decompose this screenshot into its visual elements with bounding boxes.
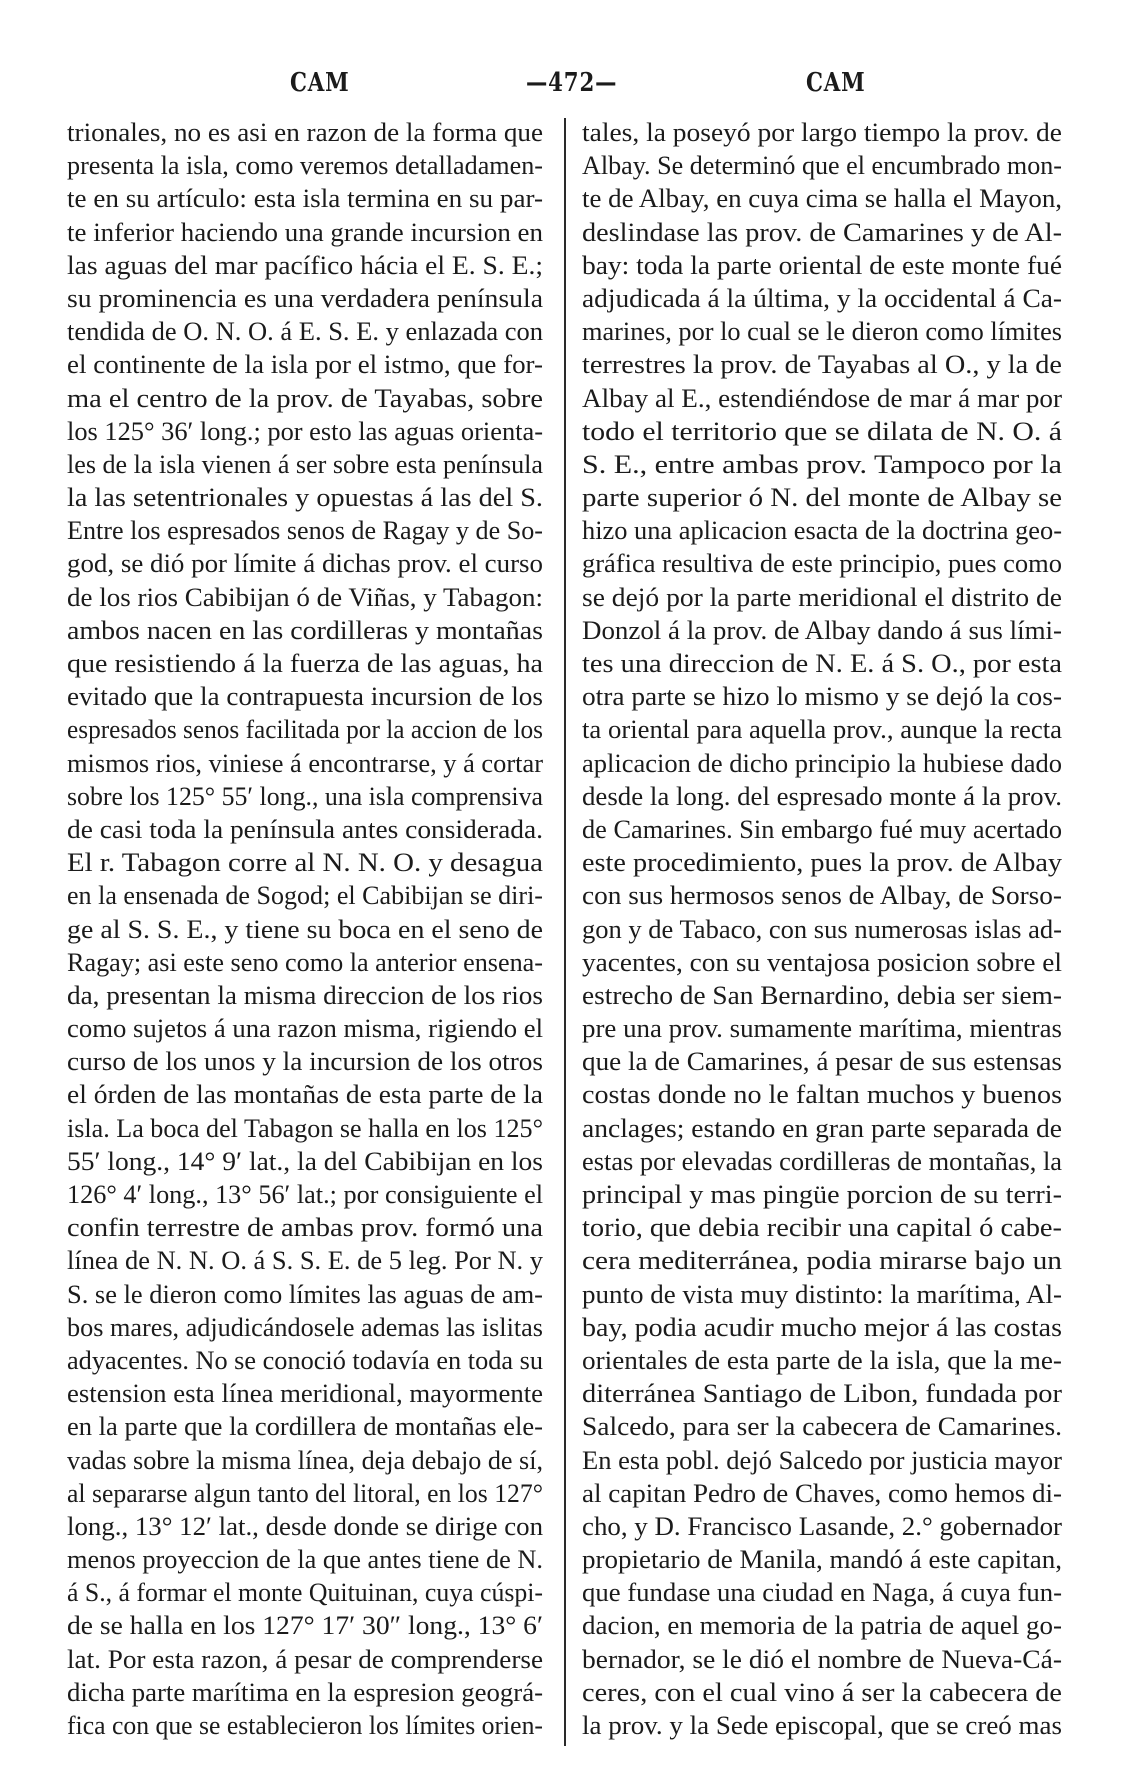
text-line: te en su artículo: esta isla termina en su par- [67,183,543,214]
text-line: menos proyeccion de la que antes tiene de N. [67,1544,543,1575]
text-line: tales, la poseyó por largo tiempo la prov. de [582,117,1062,147]
text-line: este procedimiento, pues la prov. de Albay [582,847,1062,878]
text-line: presenta la isla, como veremos detalladamen- [67,150,543,181]
text-line: deslindase las prov. de Camarines y de Al- [582,216,1062,247]
text-line: el continente de la isla por el istmo, que for- [67,349,543,380]
text-line: de los rios Cabibijan ó de Viñas, y Tabagon: [67,581,543,612]
text-line: confin terrestre de ambas prov. formó una [67,1212,543,1243]
running-head-right: CAM [806,68,866,98]
text-line: god, se dió por límite á dichas prov. el curso [67,548,543,579]
text-line: ambos nacen en las cordilleras y montañas [67,614,543,645]
left-column [67,116,543,1742]
text-line: bay: toda la parte oriental de este monte fué [582,249,1062,280]
text-line: al capitan Pedro de Chaves, como hemos di- [582,1477,1062,1508]
text-line: diterránea Santiago de Libon, fundada por [582,1378,1062,1409]
text-line: adjudicada á la última, y la occidental á Ca- [582,282,1062,313]
text-line: costas donde no le faltan muchos y buenos [582,1079,1062,1110]
text-line: bos mares, adjudicándosele ademas las islitas [67,1311,543,1342]
text-line: te inferior haciendo una grande incursion en [67,216,543,247]
text-line: al separarse algun tanto del litoral, en los 127° [67,1477,543,1508]
text-line: te de Albay, en cuya cima se halla el Mayon, [582,183,1062,214]
text-line: mismos rios, viniese á encontrarse, y á cortar [67,747,543,778]
text-line: gon y de Tabaco, con sus numerosas islas ad- [582,913,1062,944]
text-line: trionales, no es asi en razon de la forma que [67,117,543,147]
text-line: El r. Tabagon corre al N. N. O. y desagua [67,847,543,878]
text-line: les de la isla vienen á ser sobre esta península [67,448,543,479]
text-line: dicha parte marítima en la espresion geográ- [67,1676,543,1707]
text-line: que fundase una ciudad en Naga, á cuya fun- [582,1577,1062,1608]
running-head-left: CAM [290,68,350,98]
text-line: que la de Camarines, á pesar de sus estensas [582,1046,1062,1077]
text-line: principal y mas pingüe porcion de su terri- [582,1179,1062,1209]
text-line: se dejó por la parte meridional el distrito de [582,581,1062,612]
text-line: evitado que la contrapuesta incursion de los [67,681,543,712]
text-line: la prov. y la Sede episcopal, que se creó mas [582,1710,1062,1740]
text-line: vadas sobre la misma línea, deja debajo de sí, [67,1444,543,1475]
text-line: de Camarines. Sin embargo fué muy acertado [582,813,1062,844]
text-line: estas por elevadas cordilleras de montañas, la [582,1145,1062,1176]
text-line: S. se le dieron como límites las aguas de am- [67,1278,543,1309]
text-line: el órden de las montañas de esta parte de la [67,1079,543,1110]
text-line: Salcedo, para ser la cabecera de Camarines. [582,1411,1062,1442]
text-line: long., 13° 12′ lat., desde donde se dirige con [67,1510,543,1541]
text-line: yacentes, con su ventajosa posicion sobre el [582,946,1062,977]
text-line: espresados senos facilitada por la accion de los [67,714,543,745]
text-line: que resistiendo á la fuerza de las aguas, ha [67,648,543,678]
text-line: tendida de O. N. O. á E. S. E. y enlazada con [67,316,543,347]
text-line: En esta pobl. dejó Salcedo por justicia mayor [582,1444,1062,1475]
text-line: tes una direccion de N. E. á S. O., por esta [582,648,1062,678]
text-line: estension esta línea meridional, mayormente [67,1378,543,1409]
text-line: orientales de esta parte de la isla, que la me- [582,1344,1062,1375]
text-line: dacion, en memoria de la patria de aquel go- [582,1610,1062,1641]
text-line: terrestres la prov. de Tayabas al O., y la de [582,349,1062,380]
text-line: Albay. Se determinó que el encumbrado mon- [582,150,1062,181]
text-line: da, presentan la misma direccion de los rios [67,979,543,1010]
text-line: Donzol á la prov. de Albay dando á sus lími- [582,614,1062,645]
text-line: todo el territorio que se dilata de N. O. á [582,415,1062,446]
text-line: aplicacion de dicho principio la hubiese dado [582,747,1062,778]
text-line: marines, por lo cual se le dieron como límites [582,316,1062,347]
text-line: bernador, se le dió el nombre de Nueva-Cá- [582,1643,1062,1674]
text-line: torio, que debia recibir una capital ó cabe- [582,1212,1062,1243]
text-line: 55′ long., 14° 9′ lat., la del Cabibijan en los [67,1145,543,1176]
text-line: S. E., entre ambas prov. Tampoco por la [582,448,1062,479]
text-line: estrecho de San Bernardino, debia ser siem- [582,979,1062,1010]
page-number: —472— [526,68,618,98]
text-line: punto de vista muy distinto: la marítima, Al- [582,1278,1062,1309]
text-line: hizo una aplicacion esacta de la doctrina geo- [582,515,1062,546]
text-line: parte superior ó N. del monte de Albay se [582,482,1062,513]
text-line: las aguas del mar pacífico hácia el E. S. E.; [67,249,543,280]
text-line: en la ensenada de Sogod; el Cabibijan se diri- [67,880,543,911]
text-line: Ragay; asi este seno como la anterior ensena- [67,946,543,977]
text-line: como sujetos á una razon misma, rigiendo el [67,1013,543,1044]
text-line: los 125° 36′ long.; por esto las aguas orienta- [67,415,543,446]
text-line: cho, y D. Francisco Lasande, 2.° gobernador [582,1510,1062,1541]
text-line: sobre los 125° 55′ long., una isla comprensiva [67,780,543,811]
text-line: la las setentrionales y opuestas á las del S. [67,482,543,513]
text-line: curso de los unos y la incursion de los otros [67,1046,543,1077]
text-line: adyacentes. No se conoció todavía en toda su [67,1344,543,1375]
right-column [582,116,1062,1742]
text-line: fica con que se establecieron los límites orien- [67,1710,543,1740]
text-line: cera mediterránea, podia mirarse bajo un [582,1245,1062,1276]
text-line: Entre los espresados senos de Ragay y de So- [67,515,543,546]
text-line: ma el centro de la prov. de Tayabas, sobre [67,382,543,413]
text-line: lat. Por esta razon, á pesar de comprenderse [67,1643,543,1674]
text-line: á S., á formar el monte Quituinan, cuya cúspi- [67,1577,543,1608]
text-line: otra parte se hizo lo mismo y se dejó la cos- [582,681,1062,712]
text-line: de casi toda la península antes considerada. [67,813,543,844]
text-line: desde la long. del espresado monte á la prov. [582,780,1062,811]
text-line: bay, podia acudir mucho mejor á las costas [582,1311,1062,1342]
text-line: ta oriental para aquella prov., aunque la recta [582,714,1062,745]
text-line: de se halla en los 127° 17′ 30″ long., 13° 6′ [67,1610,543,1641]
column-divider [564,118,566,1746]
text-line: ge al S. S. E., y tiene su boca en el seno de [67,913,543,944]
text-line: gráfica resultiva de este principio, pues como [582,548,1062,579]
text-line: con sus hermosos senos de Albay, de Sorso- [582,880,1062,911]
text-line: ceres, con el cual vino á ser la cabecera de [582,1676,1062,1707]
text-line: 126° 4′ long., 13° 56′ lat.; por consiguiente el [67,1179,543,1209]
text-line: en la parte que la cordillera de montañas ele- [67,1411,543,1442]
text-line: su prominencia es una verdadera península [67,282,543,313]
text-line: anclages; estando en gran parte separada de [582,1112,1062,1143]
text-line: Albay al E., estendiéndose de mar á mar por [582,382,1062,413]
text-line: propietario de Manila, mandó á este capitan, [582,1544,1062,1575]
text-line: línea de N. N. O. á S. S. E. de 5 leg. Por N. y [67,1245,543,1276]
text-line: isla. La boca del Tabagon se halla en los 125° [67,1112,543,1143]
text-line: pre una prov. sumamente marítima, mientras [582,1013,1062,1044]
